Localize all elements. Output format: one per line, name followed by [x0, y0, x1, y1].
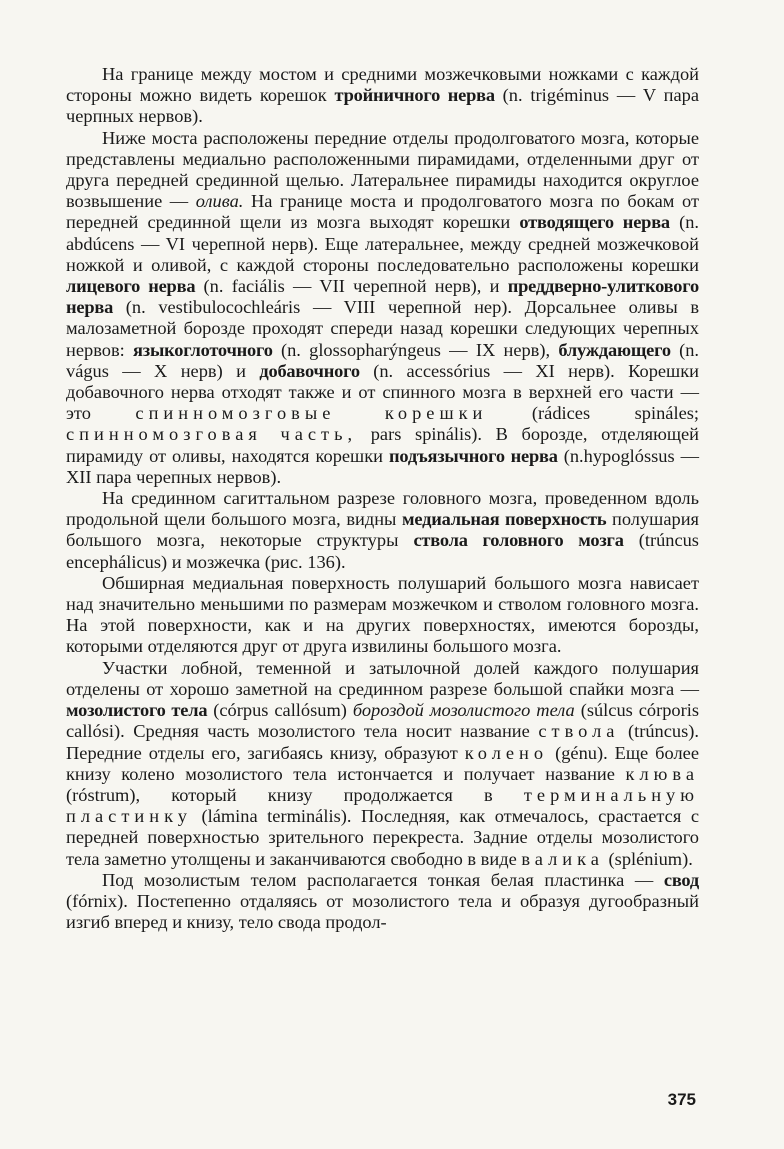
- bold-term: медиальная поверхность: [402, 509, 607, 530]
- bold-term: отводящего нерва: [519, 212, 670, 233]
- bold-term: блуждающего: [558, 339, 671, 360]
- bold-term: лицевого нерва: [66, 276, 196, 297]
- bold-term: добавочного: [259, 360, 360, 381]
- text-run: pars spinális). В борозде, отделяющей пирамиду от оливы, находятся корешки: [66, 424, 699, 466]
- text-run: (n. vestibulocochleáris — VIII черепной нер). Дорсальнее оливы в малозаметной борозде проходят спереди назад корешки следующих черепных нервов:: [66, 297, 699, 360]
- text-run: (lámina terminális). Последняя, как отмечалось, срастается с передней поверхностью зрительного перекреста. Задние отделы мозолистого тела заметно утолщены и заканчиваются свободно в виде: [66, 806, 699, 869]
- spaced-term: спинномозговая часть,: [66, 424, 358, 445]
- paragraph-fornix: [66, 870, 699, 934]
- text-run: Участки лобной, теменной и затылочной долей каждого полушария отделены от хорошо заметной на срединном разрезе большой спайки мозга —: [66, 657, 699, 699]
- bold-term: свод: [663, 869, 699, 890]
- paragraph-medulla-nerves: [66, 128, 699, 488]
- paragraph-medial-surface: [66, 573, 699, 658]
- text-run: На границе между мостом и средними мозжечковыми ножками с каждой стороны можно видеть корешок: [66, 64, 699, 106]
- bold-term: преддверно-улиткового нерва: [66, 276, 699, 318]
- page-number: 375: [667, 1090, 696, 1109]
- text-run: На границе моста и продолговатого мозга по бокам от передней срединной щели из мозга выходят корешки: [66, 191, 699, 233]
- text-run: (súlcus córporis callósi). Средняя часть мозолистого тела носит название: [66, 700, 700, 742]
- spaced-term: спинномозговые корешки: [135, 403, 488, 424]
- paragraph-sagittal-section: [66, 488, 699, 573]
- body-text: [66, 64, 699, 933]
- text-run: (n. glossopharýngeus — IX нерв),: [272, 339, 559, 360]
- bold-term: мозолистого тела: [66, 700, 208, 721]
- bold-term: ствола головного мозга: [413, 530, 624, 551]
- text-run: (splénium).: [603, 848, 693, 869]
- text-run: (rádices spináles;: [487, 403, 700, 424]
- bold-term: подъязычного нерва: [389, 445, 558, 466]
- text-run: (n. accessórius — XI нерв). Корешки добавочного нерва отходят также и от спинного мозга в верхней его части — это: [66, 360, 699, 424]
- text-run: (trúncus encephálicus) и мозжечка (рис. 136).: [66, 530, 699, 572]
- text-run: полушария большого мозга, некоторые структуры: [66, 509, 699, 551]
- text-run: (trúncus). Передние отделы его, загибаясь книзу, образуют: [66, 721, 699, 763]
- italic-term: олива.: [195, 191, 244, 212]
- text-run: (n. trigéminus — V пара черпных нервов).: [66, 85, 699, 127]
- text-run: (n. faciális — VII черепной нерв), и: [195, 276, 508, 297]
- text-run: (córpus callósum): [207, 700, 353, 721]
- spaced-term: терминальную пластинку: [66, 784, 699, 827]
- spaced-term: валика: [521, 848, 604, 869]
- text-run: Под мозолистым телом располагается тонкая белая пластинка —: [102, 869, 664, 890]
- text-run: (n.hypoglóssus — XII пара черепных нервов).: [66, 445, 699, 487]
- spaced-term: колено: [464, 742, 549, 763]
- spaced-term: клюва: [625, 763, 699, 784]
- bold-term: тройничного нерва: [334, 85, 495, 106]
- paragraph-trigeminal: [66, 64, 699, 128]
- text-run: На срединном сагиттальном разрезе головного мозга, проведенном вдоль продольной щели большого мозга, видны: [66, 488, 699, 530]
- spaced-term: ствола: [538, 721, 620, 742]
- text-run: (fórnix). Постепенно отдаляясь от мозолистого тела и образуя дугообразный изгиб вперед и книзу, тело свода продол-: [66, 890, 699, 933]
- text-run: Ниже моста расположены передние отделы продолговатого мозга, которые представлены медиально расположенными пирамидами, отделенными друг от друга передней срединной щелью. Латеральнее пирамиды находится округлое возвышение —: [66, 127, 699, 212]
- text-run: (róstrum), который книзу продолжается в: [66, 784, 524, 805]
- bold-term: языкоглоточного: [133, 339, 273, 360]
- text-run: (génu). Еще более книзу колено мозолистого тела истончается и получает название: [66, 742, 699, 784]
- paragraph-corpus-callosum: [66, 658, 699, 870]
- text-run: Обширная медиальная поверхность полушарий большого мозга нависает над значительно меньшими по размерам мозжечком и стволом головного мозга. На этой поверхности, как и на других поверхностях, имеются борозды, которыми отделяются друг от друга извилины большого мозга.: [66, 572, 699, 657]
- text-run: (n. vágus — X нерв) и: [66, 339, 699, 381]
- text-run: (n. abdúcens — VI черепной нерв). Еще латеральнее, между средней мозжечковой ножкой и оливой, с каждой стороны последовательно расположены корешки: [66, 212, 700, 275]
- italic-term: бороздой мозолистого тела: [352, 700, 575, 721]
